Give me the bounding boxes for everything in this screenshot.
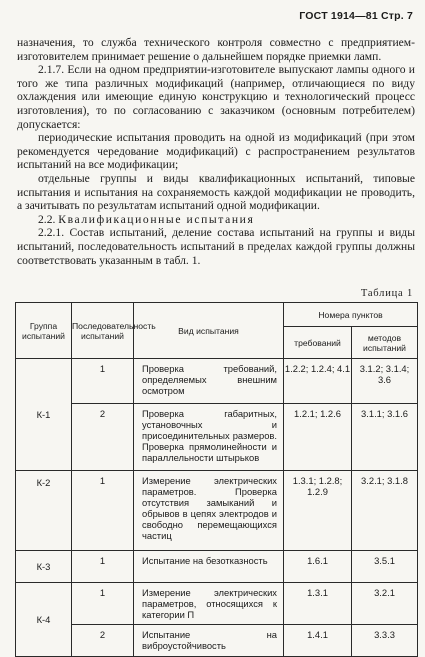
header-sequence: Последовательность испытаний [72,303,134,359]
section-number: 2.2. [38,212,56,226]
kind-cell: Измерение электрических параметров, относящихся к категории П [134,583,284,625]
header-items: Номера пунктов [284,303,418,327]
group-cell: К-4 [16,583,72,657]
kind-cell: Проверка требований, определяемых внешним осмотром [134,359,284,404]
methods-cell: 3.1.1; 3.1.6 [352,404,418,471]
header-requirements: требований [284,327,352,359]
paragraph-separate-groups: отдельные группы и виды квалификационных испытаний, типовые испытания и испытания на сохраняемость каждой модификации не проводить, а зачитывать по результатам испытаний одной модификации. [17,171,415,213]
qualification-tests-table [15,302,418,657]
table-row [16,551,418,583]
paragraph-continuation: назначения, то служба технического контроля совместно с предприятием-изготовителем принимает решение о дальнейшем порядке приемки ламп. [17,36,415,63]
header-group: Группа испытаний [16,303,72,359]
section-title: Квалификационные испытания [58,212,255,226]
kind-cell: Испытание на безотказность [134,551,284,583]
section-heading-2-2 [17,213,415,227]
table-row [16,625,418,657]
kind-cell: Проверка габаритных, установочных и присоединительных размеров. Проверка прямолинейности и параллельности штырьков [134,404,284,471]
methods-cell: 3.2.1 [352,583,418,625]
table-row [16,583,418,625]
paragraph-2-2-1: 2.2.1. Состав испытаний, деление состава испытаний на группы и виды испытаний, последовательность испытаний в пределах каждой группы должны соответствовать указанным в табл. 1. [17,226,415,267]
paragraph-2-1-7: 2.1.7. Если на одном предприятии-изготовителе выпускают лампы одного и того же типа различных модификаций (например, отличающиеся по виду охлаждения или имеющие единую конструкцию и технологический процесс изготовления), то по согласованию с заказчиком (основным потребителем) допускается: [17,63,415,131]
sequence-cell: 2 [72,404,134,471]
sequence-cell: 1 [72,583,134,625]
requirements-cell: 1.2.1; 1.2.6 [284,404,352,471]
methods-cell: 3.3.3 [352,625,418,657]
methods-cell: 3.5.1 [352,551,418,583]
group-cell: К-2 [16,471,72,551]
body-text [17,36,415,267]
methods-cell: 3.1.2; 3.1.4; 3.6 [352,359,418,404]
table-row [16,404,418,471]
requirements-cell: 1.4.1 [284,625,352,657]
kind-cell: Испытание на виброустойчивость [134,625,284,657]
sequence-cell: 1 [72,359,134,404]
header-methods: методов испытаний [352,327,418,359]
header-kind: Вид испытания [134,303,284,359]
requirements-cell: 1.3.1 [284,583,352,625]
paragraph-periodic-tests: периодические испытания проводить на одной из модификаций (при этом рекомендуется чередование модификаций) с распространением результатов испытаний на все модификации; [17,131,415,172]
group-cell: К-1 [16,359,72,471]
table-row [16,471,418,551]
requirements-cell: 1.2.2; 1.2.4; 4.1 [284,359,352,404]
requirements-cell: 1.3.1; 1.2.8; 1.2.9 [284,471,352,551]
sequence-cell: 1 [72,471,134,551]
sequence-cell: 2 [72,625,134,657]
sequence-cell: 1 [72,551,134,583]
methods-cell: 3.2.1; 3.1.8 [352,471,418,551]
table-row [16,359,418,404]
group-cell: К-3 [16,551,72,583]
table-caption: Таблица 1 [360,288,413,299]
kind-cell: Измерение электрических параметров. Проверка отсутствия замыканий и обрывов в цепях электродов и свободно перемещающихся частиц [134,471,284,551]
requirements-cell: 1.6.1 [284,551,352,583]
page-header: ГОСТ 1914—81 Стр. 7 [299,10,413,22]
